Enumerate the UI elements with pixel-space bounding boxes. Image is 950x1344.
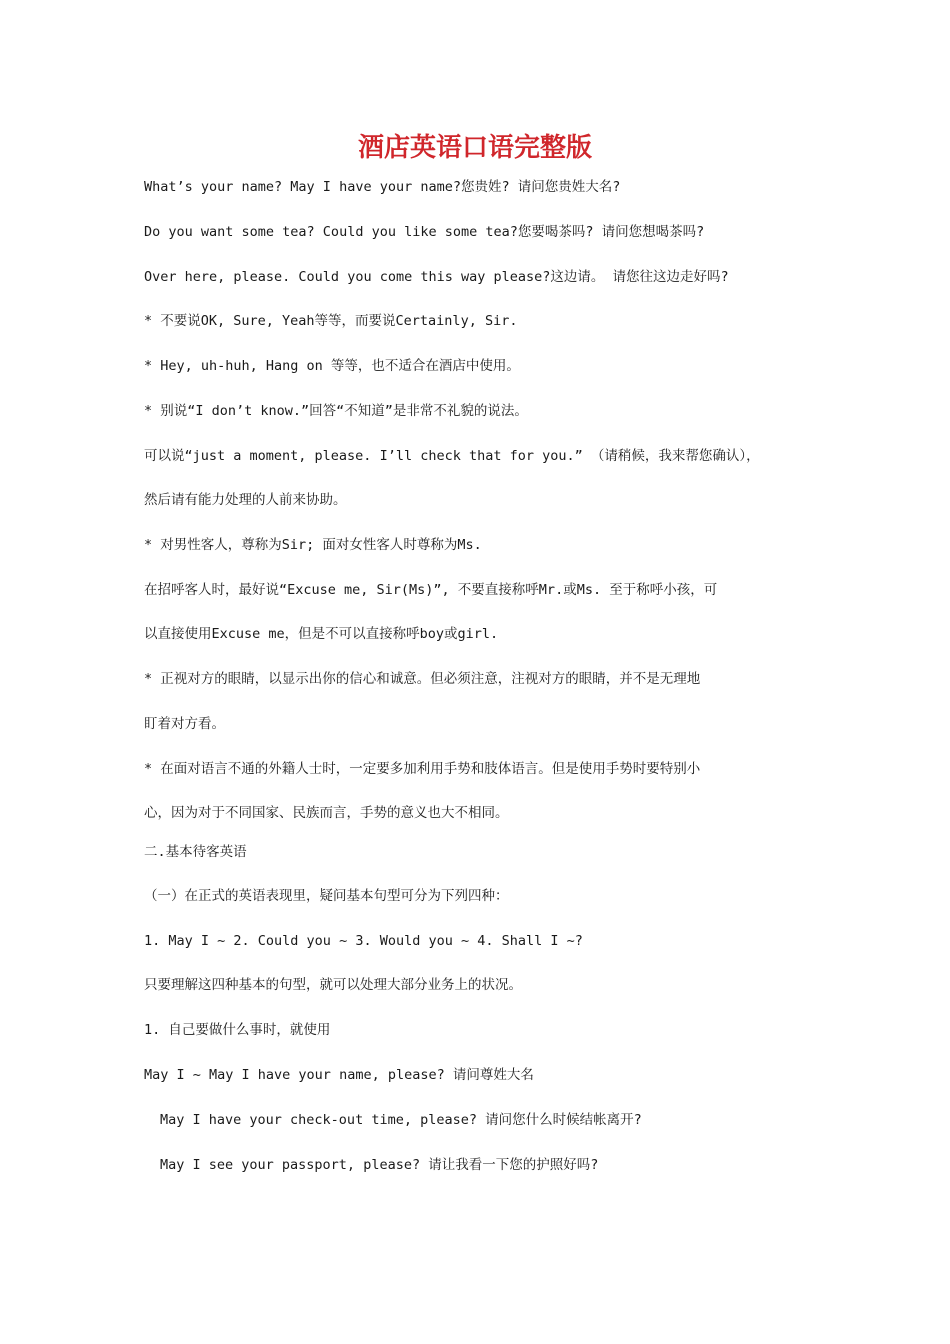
text-line: * Hey, uh-huh, Hang on 等等，也不适合在酒店中使用。 xyxy=(144,358,520,374)
text-line: * 对男性客人，尊称为Sir; 面对女性客人时尊称为Ms. xyxy=(144,537,482,553)
text-line: 在招呼客人时，最好说“Excuse me, Sir(Ms)”, 不要直接称呼Mr.或Ms. 至于称呼小孩，可 xyxy=(144,582,718,598)
text-line: 1. 自己要做什么事时，就使用 xyxy=(144,1022,331,1038)
text-line: 可以说“just a moment, please. I’ll check that for you.” （请稍候，我来帮您确认）， xyxy=(144,448,760,464)
text-line: What’s your name? May I have your name?您贵姓? 请问您贵姓大名? xyxy=(144,179,621,195)
text-line: 只要理解这四种基本的句型，就可以处理大部分业务上的状况。 xyxy=(144,977,522,993)
text-line: Do you want some tea? Could you like some tea?您要喝茶吗? 请问您想喝茶吗? xyxy=(144,224,705,240)
text-line: 盯着对方看。 xyxy=(144,716,225,732)
document-title: 酒店英语口语完整版 xyxy=(357,133,592,163)
section-heading: 二.基本待客英语 xyxy=(144,844,247,860)
text-line: 然后请有能力处理的人前来协助。 xyxy=(144,492,347,508)
text-line: （一）在正式的英语表现里，疑问基本句型可分为下列四种： xyxy=(144,888,509,904)
text-line: May I see your passport, please? 请让我看一下您的护照好吗? xyxy=(160,1157,599,1173)
text-line: 以直接使用Excuse me，但是不可以直接称呼boy或girl. xyxy=(144,626,499,642)
text-line: May I have your check-out time, please? 请问您什么时候结帐离开? xyxy=(160,1112,642,1128)
text-line: * 不要说OK, Sure, Yeah等等，而要说Certainly, Sir. xyxy=(144,313,518,329)
text-line: 心，因为对于不同国家、民族而言，手势的意义也大不相同。 xyxy=(144,805,509,821)
text-line: * 别说“I don’t know.”回答“不知道”是非常不礼貌的说法。 xyxy=(144,403,528,419)
text-line: Over here, please. Could you come this way please?这边请。 请您往这边走好吗? xyxy=(144,269,729,285)
text-line: * 正视对方的眼睛，以显示出你的信心和诚意。但必须注意，注视对方的眼睛，并不是无理地 xyxy=(144,671,701,687)
text-line: May I ~ May I have your name, please? 请问尊姓大名 xyxy=(144,1067,534,1083)
text-line: 1. May I ~ 2. Could you ~ 3. Would you ~ 4. Shall I ~? xyxy=(144,933,583,949)
text-line: * 在面对语言不通的外籍人士时，一定要多加利用手势和肢体语言。但是使用手势时要特别小 xyxy=(144,761,701,777)
